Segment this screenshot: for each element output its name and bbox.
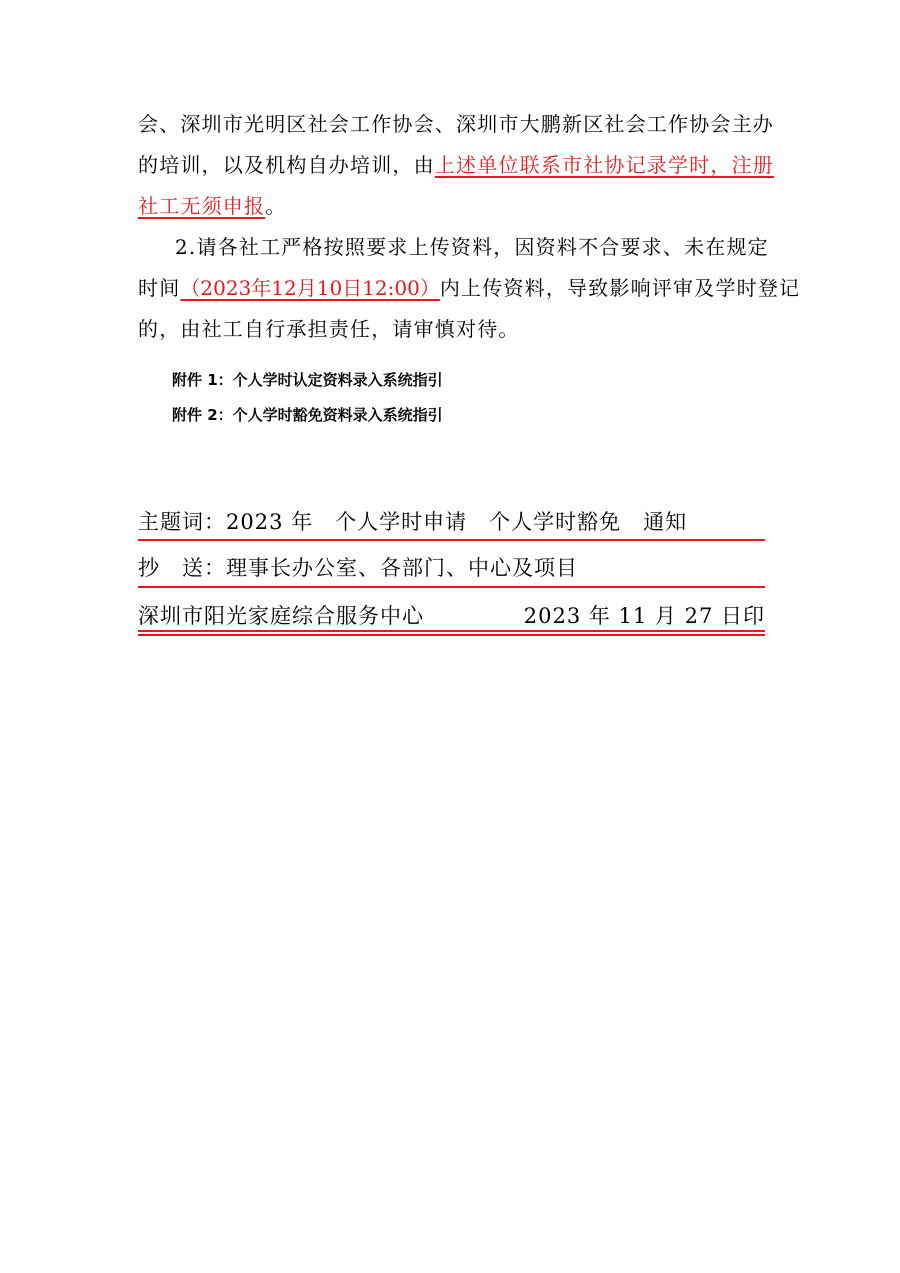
footer-org: 深圳市阳光家庭综合服务中心 [138, 604, 424, 628]
footer-divider-1 [138, 539, 765, 541]
footer-divider-3a [138, 630, 765, 632]
body-line-4: 2.请各社工严格按照要求上传资料，因资料不合要求、未在规定 [175, 235, 769, 259]
body-line-2-text: 的培训，以及机构自办培训，由 [138, 153, 435, 177]
highlight-deadline: （2023年12月10日12:00） [180, 276, 440, 300]
footer-print-date: 2023 年 11 月 27 日印 [523, 604, 765, 628]
attachment-2: 附件 2：个人学时豁免资料录入系统指引 [172, 406, 443, 424]
footer-keywords: 主题词：2023 年 个人学时申请 个人学时豁免 通知 [138, 510, 688, 534]
body-line-1: 会、深圳市光明区社会工作协会、深圳市大鹏新区社会工作协会主办 [138, 112, 774, 136]
footer-divider-3b [138, 634, 765, 636]
body-line-3 [138, 192, 768, 220]
body-line-5 [138, 274, 801, 302]
footer-divider-2 [138, 586, 765, 588]
highlight-registration-note: 上述单位联系市社协记录学时，注册 [434, 153, 775, 177]
body-line-2 [138, 151, 775, 179]
footer-issuer-row [138, 601, 765, 631]
footer-cc: 抄 送：理事长办公室、各部门、中心及项目 [138, 556, 578, 580]
highlight-no-declaration: 社工无须申报 [138, 194, 266, 218]
body-line-5-start: 时间 [138, 276, 181, 300]
attachment-1: 附件 1：个人学时认定资料录入系统指引 [172, 371, 443, 389]
body-line-6: 的，由社工自行承担责任，请审慎对待。 [138, 317, 520, 341]
body-line-5-tail: 内上传资料，导致影响评审及学时登记 [439, 276, 801, 300]
body-line-3-tail: 。 [265, 194, 287, 218]
